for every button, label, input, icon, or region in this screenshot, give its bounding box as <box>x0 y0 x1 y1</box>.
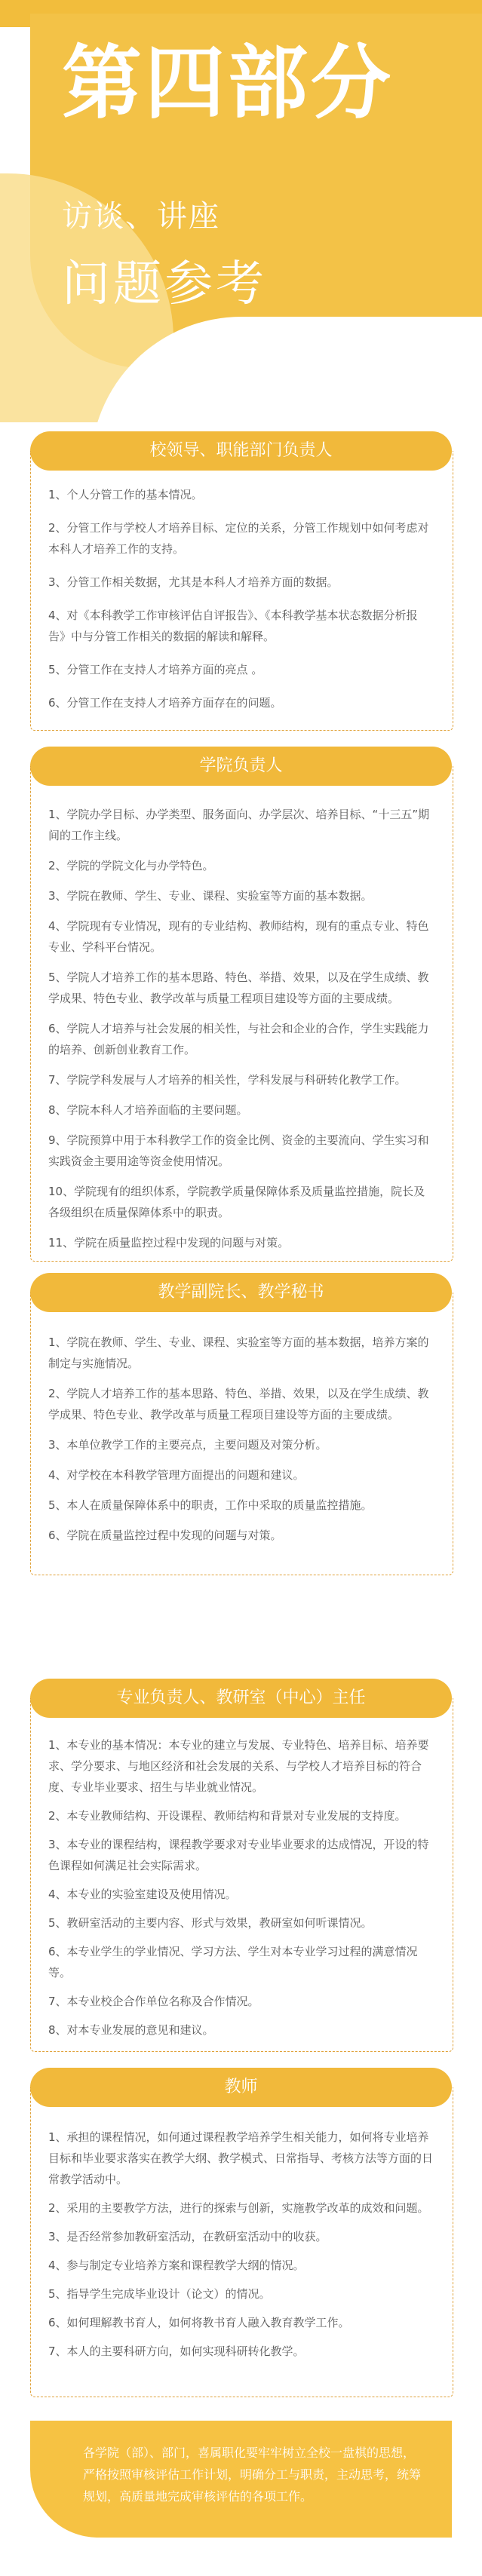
list-item: 6、如何理解教书育人，如何将教书育人融入教育教学工作。 <box>48 2316 350 2329</box>
list-item: 3、本单位教学工作的主要亮点，主要问题及对策分析。 <box>48 1438 327 1452</box>
list-item: 4、学院现有专业情况，现有的专业结构、教师结构，现有的重点专业、特色专业、学科平台情况。 <box>48 919 429 954</box>
list-item: 3、是否经常参加教研室活动，在教研室活动中的收获。 <box>48 2230 327 2243</box>
footer-note-box <box>30 2421 452 2538</box>
list-item: 2、采用的主要教学方法，进行的探索与创新，实施教学改革的成效和问题。 <box>48 2201 429 2215</box>
list-item: 7、学院学科发展与人才培养的相关性，学科发展与科研转化教学工作。 <box>48 1073 407 1087</box>
list-item: 2、学院的学院文化与办学特色。 <box>48 859 214 872</box>
footer-note-text: 各学院（部）、部门，喜属职化要牢牢树立全校一盘棋的思想，严格按照审核评估工作计划，明确分工与职责，主动思考，统筹规划，高质量地完成审核评估的各项工作。 <box>83 2446 422 2504</box>
page-title: 第四部分 <box>62 37 394 130</box>
cover-header <box>0 0 482 422</box>
list-item: 10、学院现有的组织体系，学院教学质量保障体系及质量监控措施，院长及各级组织在质量保障体系中的职责。 <box>48 1185 425 1219</box>
section-title-leaders: 校领导、职能部门负责人 <box>30 431 452 471</box>
list-item: 6、学院人才培养与社会发展的相关性，与社会和企业的合作，学生实践能力的培养、创新创业教育工作。 <box>48 1022 429 1056</box>
list-item: 6、分管工作在支持人才培养方面存在的问题。 <box>48 696 282 710</box>
list-item: 7、本人的主要科研方向，如何实现科研转化教学。 <box>48 2344 305 2358</box>
list-item: 4、对学校在本科教学管理方面提出的问题和建议。 <box>48 1468 305 1482</box>
list-item: 5、学院人才培养工作的基本思路、特色、举措、效果，以及在学生成绩、教学成果、特色专业、教学改革与质量工程项目建设等方面的主要成绩。 <box>48 971 429 1005</box>
section-title-teaching-deans: 教学副院长、教学秘书 <box>30 1273 452 1312</box>
section-title-program-leaders: 专业负责人、教研室（中心）主任 <box>30 1679 452 1718</box>
list-item: 6、学院在质量监控过程中发现的问题与对策。 <box>48 1529 282 1542</box>
list-item: 1、个人分管工作的基本情况。 <box>48 488 203 501</box>
section-title-teachers: 教师 <box>30 2068 452 2107</box>
list-item: 11、学院在质量监控过程中发现的问题与对策。 <box>48 1236 290 1250</box>
list-item: 1、学院在教师、学生、专业、课程、实验室等方面的基本数据，培养方案的制定与实施情况。 <box>48 1336 429 1370</box>
section-list-teaching-deans <box>30 1332 452 1546</box>
page-subtitle-main: 问题参考 <box>62 256 267 312</box>
list-item: 5、教研室活动的主要内容、形式与效果，教研室如何听课情况。 <box>48 1916 373 1930</box>
list-item: 9、学院预算中用于本科教学工作的资金比例、资金的主要流向、学生实习和实践资金主要用途等资金使用情况。 <box>48 1133 429 1168</box>
list-item: 2、本专业教师结构、开设课程、教师结构和背景对专业发展的支持度。 <box>48 1809 407 1823</box>
section-list-leaders <box>30 484 452 713</box>
section-list-college-heads <box>30 804 452 1253</box>
list-item: 7、本专业校企合作单位名称及合作情况。 <box>48 1995 259 2008</box>
list-item: 8、对本专业发展的意见和建议。 <box>48 2023 214 2037</box>
list-item: 4、本专业的实验室建设及使用情况。 <box>48 1888 237 1901</box>
list-item: 2、学院人才培养工作的基本思路、特色、举措、效果，以及在学生成绩、教学成果、特色专业、教学改革与质量工程项目建设等方面的主要成绩。 <box>48 1387 429 1421</box>
list-item: 2、分管工作与学校人才培养目标、定位的关系，分管工作规划中如何考虑对本科人才培养工作的支持。 <box>48 521 429 556</box>
list-item: 3、学院在教师、学生、专业、课程、实验室等方面的基本数据。 <box>48 889 373 903</box>
list-item: 4、对《本科教学工作审核评估自评报告》、《本科教学基本状态数据分析报告》中与分管工作相关的数据的解读和解释。 <box>48 609 418 643</box>
list-item: 1、承担的课程情况，如何通过课程教学培养学生相关能力，如何将专业培养目标和毕业要求落实在教学大纲、教学模式、日常指导、考核方法等方面的日常教学活动中。 <box>48 2130 434 2186</box>
list-item: 8、学院本科人才培养面临的主要问题。 <box>48 1103 248 1117</box>
list-item: 1、学院办学目标、办学类型、服务面向、办学层次、培养目标、“十三五”期间的工作主线。 <box>48 808 430 842</box>
list-item: 1、本专业的基本情况：本专业的建立与发展、专业特色、培养目标、培养要求、学分要求、与地区经济和社会发展的关系、与学校人才培养目标的符合度、专业毕业要求、招生与毕业就业情况。 <box>48 1738 429 1794</box>
list-item: 5、指导学生完成毕业设计（论文）的情况。 <box>48 2287 271 2301</box>
list-item: 6、本专业学生的学业情况、学习方法、学生对本专业学习过程的满意情况等。 <box>48 1945 418 1980</box>
list-item: 3、分管工作相关数据，尤其是本科人才培养方面的数据。 <box>48 575 339 589</box>
list-item: 4、参与制定专业培养方案和课程教学大纲的情况。 <box>48 2259 305 2272</box>
list-item: 5、本人在质量保障体系中的职责，工作中采取的质量监控措施。 <box>48 1498 373 1512</box>
section-title-college-heads: 学院负责人 <box>30 747 452 786</box>
list-item: 3、本专业的课程结构，课程教学要求对专业毕业要求的达成情况，开设的特色课程如何满足社会实际需求。 <box>48 1838 429 1872</box>
section-list-teachers <box>30 2127 452 2362</box>
list-item: 5、分管工作在支持人才培养方面的亮点 。 <box>48 663 263 676</box>
section-list-program-leaders <box>30 1734 452 2041</box>
page-subtitle: 访谈、讲座 <box>62 199 220 234</box>
